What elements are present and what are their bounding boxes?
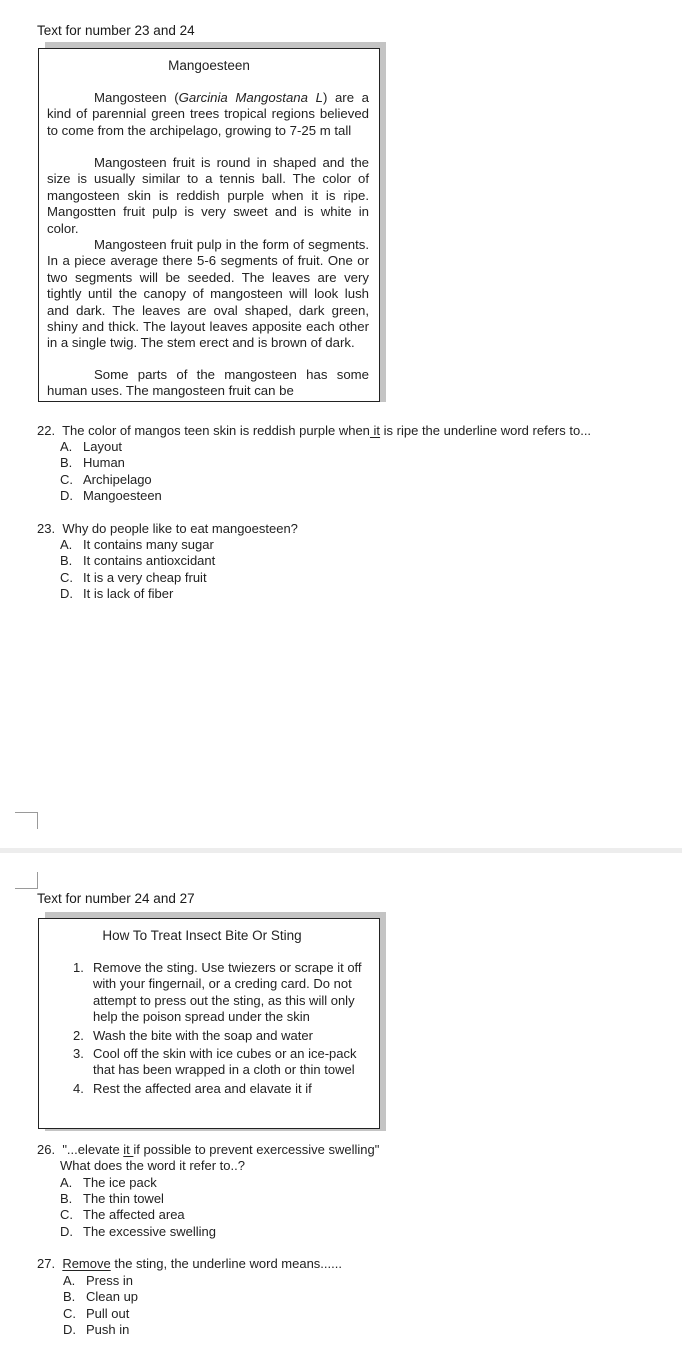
crop-mark-bottom [15,812,38,829]
option-text: Press in [86,1273,133,1288]
option-letter: C. [63,1306,76,1321]
option-a[interactable] [60,439,122,455]
option-text: Layout [83,439,123,454]
option-c[interactable] [60,1207,185,1223]
paragraph-1-end: ) are a kind of parennial green trees tropical regions believed to come from the archipelago, growing to 7-25 m tall [47,90,370,138]
page-separator [0,848,682,853]
step-text: Rest the affected area and elavate it if [93,1080,312,1096]
step-text: Cool off the skin with ice cubes or an ice-pack that has been wrapped in a cloth or thin towel [93,1046,357,1078]
step-number: 3. [73,1046,84,1062]
option-letter: A. [60,1175,73,1190]
option-text: Archipelago [83,472,152,487]
option-letter: D. [60,586,73,601]
option-c[interactable] [63,1306,129,1322]
text-box-title: Mangoesteen [168,58,250,73]
option-text: It is a very cheap fruit [83,570,207,585]
option-b[interactable] [60,455,125,471]
question-text: "...elevate [62,1142,124,1157]
option-text: It is lack of fiber [83,586,174,601]
crop-mark-top [15,872,38,889]
option-letter: D. [60,488,73,503]
step-number: 2. [73,1027,84,1043]
option-letter: B. [60,553,73,568]
underlined-word: Remove [62,1256,111,1271]
page1-heading: Text for number 23 and 24 [37,23,195,38]
option-letter: B. [63,1289,76,1304]
step-text: Wash the bite with the soap and water [93,1027,313,1043]
question-number: 27. [37,1256,56,1271]
option-text: It contains antioxcidant [83,553,216,568]
option-letter: D. [60,1224,73,1239]
mangosteen-text-box [38,48,380,402]
paragraph-4: Some parts of the mangosteen has some human uses. The mangosteen fruit can be [47,367,369,399]
option-c[interactable] [60,472,152,488]
option-text: It contains many sugar [83,537,214,552]
question-text: The color of mangos teen skin is reddish purple when [62,423,370,438]
page2-heading: Text for number 24 and 27 [37,891,195,906]
insect-bite-text-box [38,918,380,1129]
option-text: Mangoesteen [83,488,162,503]
paragraph-3: Mangosteen fruit pulp in the form of segments. In a piece average there 5-6 segments of fruit. One or two segments will be seeded. The leaves are very tightly until the canopy of mangosteen will look lush and dark. The leaves are oval shaped, dark green, shiny and thick. The layout leaves apposite each other in a single twig. The stem erect and is brown of dark. [47,237,369,351]
option-d[interactable] [60,488,162,504]
option-a[interactable] [63,1273,133,1289]
question-number: 26. [37,1142,56,1157]
option-b[interactable] [60,553,215,569]
option-b[interactable] [60,1191,164,1207]
step-1 [69,960,369,1026]
question-text-end: if possible to prevent exercessive swelling" [133,1142,380,1157]
option-letter: C. [60,472,73,487]
step-2 [69,1028,369,1044]
question-number: 22. [37,423,56,438]
option-letter: A. [63,1273,76,1288]
step-4 [69,1081,369,1097]
step-3 [69,1046,369,1079]
option-letter: B. [60,1191,73,1206]
question-27 [37,1256,342,1271]
step-number: 4. [73,1080,84,1096]
question-number: 23. [37,521,56,536]
question-23 [37,521,298,536]
option-b[interactable] [63,1289,138,1305]
option-text: Pull out [86,1306,130,1321]
option-text: The excessive swelling [83,1224,216,1239]
underlined-word: it [369,423,381,438]
text-box-title: How To Treat Insect Bite Or Sting [102,928,302,943]
option-text: Human [83,455,125,470]
option-a[interactable] [60,537,214,553]
question-text-end: the sting, the underline word means...... [110,1256,342,1271]
option-text: Clean up [86,1289,139,1304]
option-a[interactable] [60,1175,157,1191]
question-26 [37,1142,379,1157]
option-c[interactable] [60,570,207,586]
option-letter: B. [60,455,73,470]
question-26-line2: What does the word it refer to..? [60,1158,245,1173]
option-letter: D. [63,1322,76,1337]
option-d[interactable] [60,1224,216,1240]
option-text: Push in [86,1322,130,1337]
paragraph-2: Mangosteen fruit is round in shaped and the size is usually similar to a tennis ball. The color of mangosteen skin is reddish purple when it is ripe. Mangostten fruit pulp is very sweet and is white in color. [47,155,369,236]
underlined-word: it [123,1142,134,1157]
paragraph-1 [47,90,369,139]
steps-list [69,960,369,1099]
option-d[interactable] [60,586,173,602]
step-number: 1. [73,960,84,975]
step-text: Remove the sting. Use twiezers or scrape it off with your fingernail, or a creding card. Do not attempt to press out the sting, as this will only help the poison spread under the skin [93,960,362,1025]
option-letter: C. [60,570,73,585]
question-text-end: is ripe the underline word refers to... [380,423,592,438]
option-letter: A. [60,439,73,454]
option-letter: C. [60,1207,73,1222]
option-text: The ice pack [83,1175,157,1190]
scientific-name: Garcinia Mangostana L [178,90,323,105]
question-text: Why do people like to eat mangoesteen? [62,521,298,536]
option-letter: A. [60,537,73,552]
option-text: The thin towel [83,1191,164,1206]
option-d[interactable] [63,1322,129,1338]
paragraph-1-start: Mangosteen ( [94,90,179,105]
option-text: The affected area [83,1207,185,1222]
question-22 [37,423,591,438]
